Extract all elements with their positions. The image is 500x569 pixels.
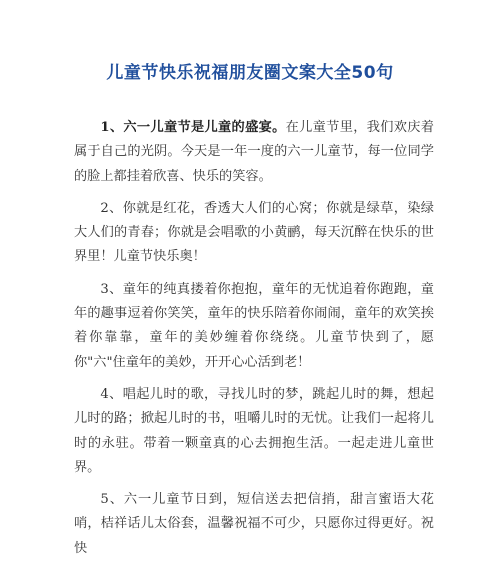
article-body bbox=[74, 116, 434, 569]
article-title: 儿童节快乐祝福朋友圈文案大全50句 bbox=[106, 63, 394, 83]
paragraph-5-text: 5、六一儿童节日到，短信送去把信捎，甜言蜜语大花哨，桔祥话儿太俗套，温馨祝福不可少，只愿你过得更好。祝快 bbox=[74, 492, 434, 556]
paragraph-4-text: 4、唱起儿时的歌，寻找儿时的梦，跳起儿时的舞，想起儿时的路；掀起儿时的书，咀嚼儿时的无忧。让我们一起将儿时的永驻。带着一颗童真的心去拥抱生活。一起走进儿童世界。 bbox=[74, 386, 434, 475]
paragraph-3-text: 3、童年的纯真搂着你抱抱，童年的无忧追着你跑跑，童年的趣事逗着你笑笑，童年的快乐陪着你闹闹，童年的欢笑挨着你靠靠，童年的美妙缠着你绕绕。儿童节快到了，愿你"六"住童年的美妙，开开心心活到老！ bbox=[74, 281, 434, 370]
paragraph-1-text: 在儿童节里，我们欢庆着属于自己的光阴。今天是一年一度的六一儿童节，每一位同学的脸上都挂着欣喜、快乐的笑容。 bbox=[74, 120, 434, 184]
paragraph-1 bbox=[74, 116, 434, 189]
paragraph-4 bbox=[74, 383, 434, 480]
paragraph-2 bbox=[74, 197, 434, 270]
paragraph-5 bbox=[74, 488, 434, 561]
paragraph-2-text: 2、你就是红花，香透大人们的心窝；你就是绿草，染绿大人们的青春；你就是会唱歌的小黄鹂，每天沉醉在快乐的世界里！儿童节快乐奥！ bbox=[74, 200, 434, 265]
paragraph-3 bbox=[74, 278, 434, 375]
paragraph-1-lead: 1、六一儿童节是儿童的盛宴。 bbox=[100, 120, 286, 135]
